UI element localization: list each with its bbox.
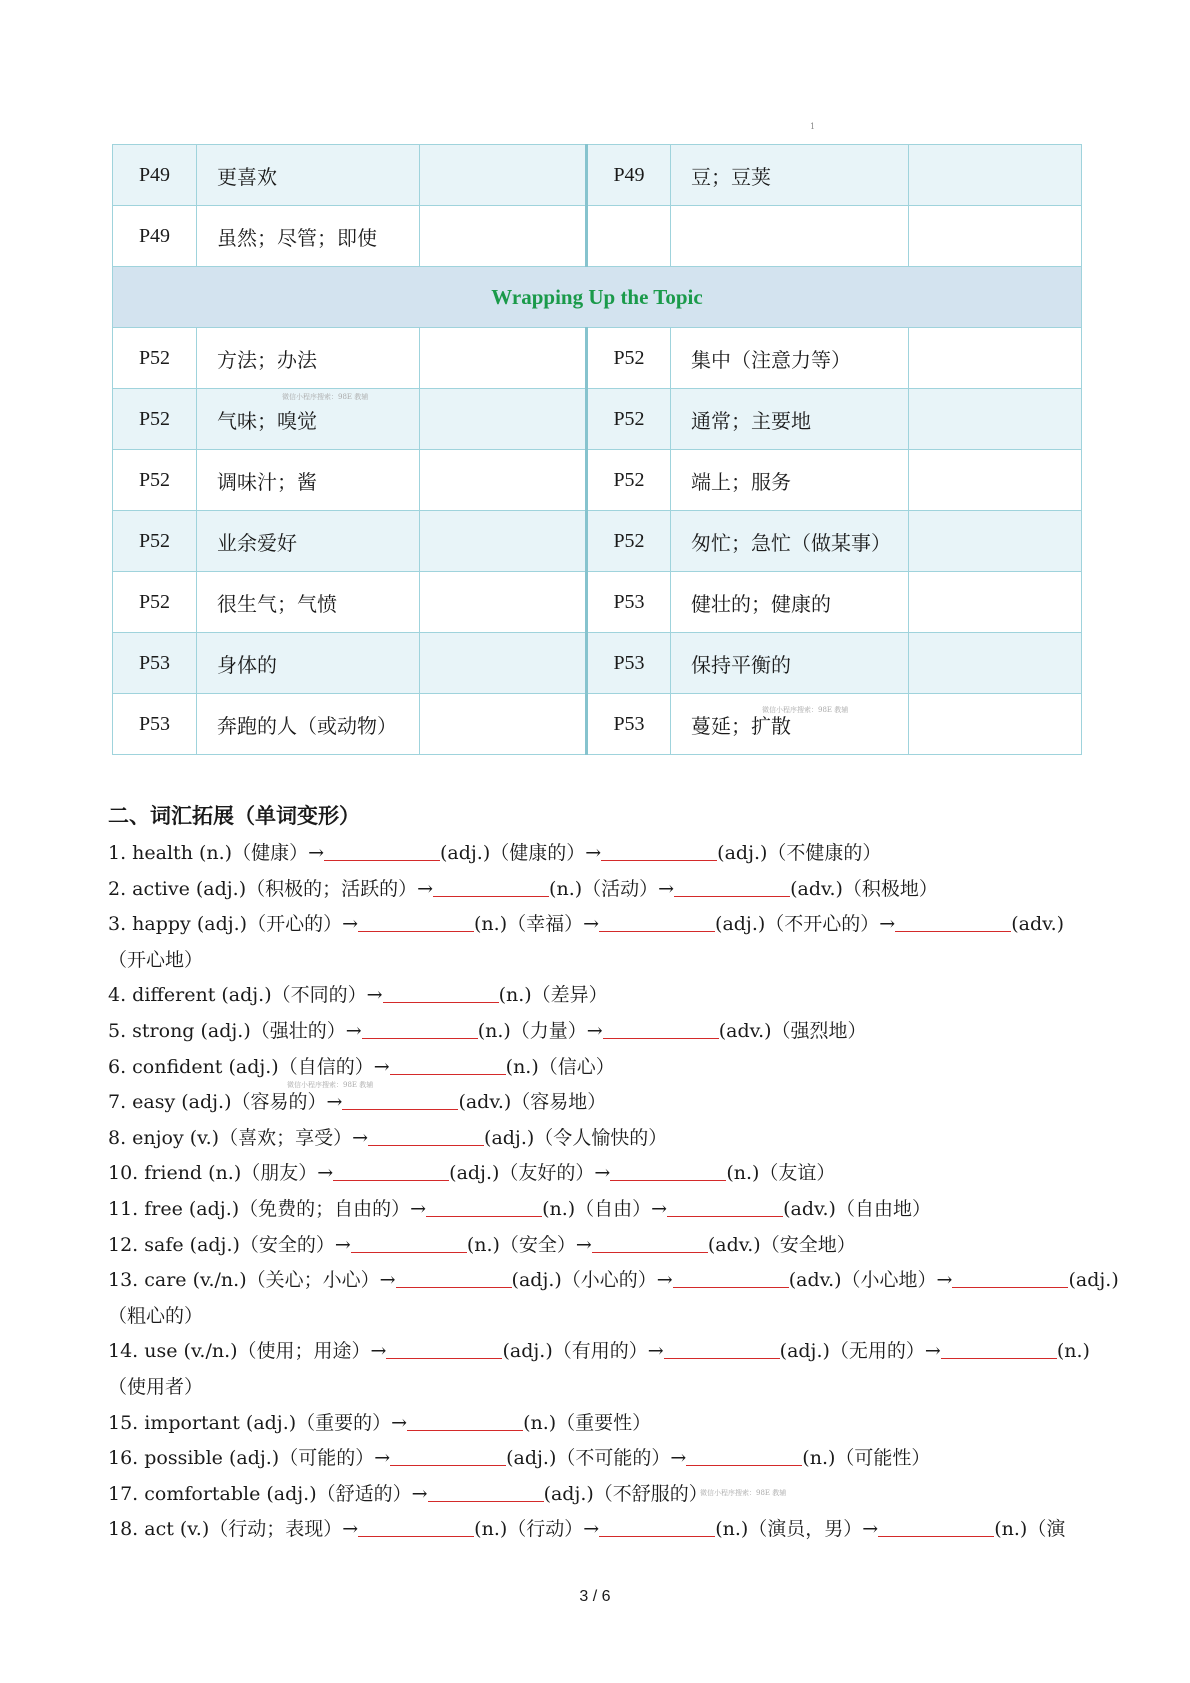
meaning-cell: 更喜欢 <box>197 145 420 206</box>
answer-cell <box>909 572 1082 633</box>
answer-cell <box>909 694 1082 755</box>
answer-cell <box>909 450 1082 511</box>
exercise-text: 15. important (adj.)（重要的）→ <box>108 1411 408 1434</box>
exercise-text: (n.)（差异） <box>498 984 608 1007</box>
page-ref-cell: P52 <box>113 389 197 450</box>
table-row <box>113 389 1082 450</box>
answer-blank[interactable] <box>426 1196 542 1217</box>
exercise-text: (adv.)（强烈地） <box>718 1019 867 1042</box>
exercise-text: (n.)（活动）→ <box>549 877 675 900</box>
table-row <box>113 145 1082 206</box>
exercise-item <box>108 872 1088 908</box>
answer-cell <box>420 145 587 206</box>
meaning-cell: 方法；办法 <box>197 328 420 389</box>
page-ref-cell: P52 <box>587 450 671 511</box>
page-ref-cell: P49 <box>113 145 197 206</box>
answer-cell <box>420 511 587 572</box>
answer-blank[interactable] <box>358 911 474 932</box>
exercise-text: 13. care (v./n.)（关心；小心）→ <box>108 1269 396 1292</box>
page-ref-cell: P53 <box>587 633 671 694</box>
page-ref-cell: P53 <box>587 694 671 755</box>
exercise-item <box>108 1334 1088 1370</box>
exercise-text: 17. comfortable (adj.)（舒适的）→ <box>108 1482 428 1505</box>
exercise-text: (n.)（自由）→ <box>542 1197 668 1220</box>
meaning-cell: 奔跑的人（或动物） <box>197 694 420 755</box>
exercise-text: (n.)（演员，男）→ <box>715 1518 879 1541</box>
answer-blank[interactable] <box>358 1516 474 1537</box>
answer-cell <box>420 389 587 450</box>
exercise-item <box>108 1477 1088 1513</box>
watermark: 微信小程序搜索：98E 教辅 <box>762 706 849 714</box>
table-row <box>113 633 1082 694</box>
section-title: 二、词汇拓展（单词变形） <box>108 804 360 828</box>
exercise-text: (n.)（演 <box>994 1518 1066 1541</box>
exercise-text: (adj.) <box>1068 1269 1119 1292</box>
meaning-cell: 气味；嗅觉 <box>197 389 420 450</box>
exercise-text: 11. free (adj.)（免费的；自由的）→ <box>108 1197 427 1220</box>
exercise-text: (adv.)（容易地） <box>458 1091 607 1114</box>
watermark: 微信小程序搜索：98E 教辅 <box>282 393 369 401</box>
meaning-cell: 通常；主要地 <box>671 389 909 450</box>
watermark: 微信小程序搜索：98E 教辅 <box>287 1081 374 1089</box>
exercise-text: 4. different (adj.)（不同的）→ <box>108 984 383 1007</box>
watermark: 微信小程序搜索：98E 教辅 <box>700 1489 787 1497</box>
meaning-cell: 健壮的；健康的 <box>671 572 909 633</box>
answer-blank[interactable] <box>333 1160 449 1181</box>
exercise-text: 14. use (v./n.)（使用；用途）→ <box>108 1340 387 1363</box>
answer-blank[interactable] <box>390 1054 506 1075</box>
answer-cell <box>909 145 1082 206</box>
table-row <box>113 450 1082 511</box>
exercise-item <box>108 1228 1088 1264</box>
exercise-text: (adj.)（小心的）→ <box>511 1269 673 1292</box>
exercise-text: (adj.)（不可能的）→ <box>506 1447 687 1470</box>
exercise-text: (adj.)（有用的）→ <box>502 1340 664 1363</box>
exercise-text: (adj.)（无用的）→ <box>779 1340 941 1363</box>
answer-blank[interactable] <box>428 1481 544 1502</box>
exercise-text: 12. safe (adj.)（安全的）→ <box>108 1233 351 1256</box>
page-ref-cell: P53 <box>587 572 671 633</box>
table-row <box>113 206 1082 267</box>
answer-blank[interactable] <box>941 1338 1057 1359</box>
page-ref-cell: P52 <box>113 328 197 389</box>
exercise-text: 6. confident (adj.)（自信的）→ <box>108 1055 390 1078</box>
answer-blank[interactable] <box>599 1516 715 1537</box>
exercise-item <box>108 1263 1119 1299</box>
exercise-text: (n.)（可能性） <box>802 1447 931 1470</box>
exercise-item <box>108 978 1088 1014</box>
meaning-cell: 调味汁；酱 <box>197 450 420 511</box>
exercise-item <box>108 1441 1088 1477</box>
answer-blank[interactable] <box>601 840 717 861</box>
exercise-text: (n.)（重要性） <box>523 1411 652 1434</box>
answer-blank[interactable] <box>368 1125 484 1146</box>
meaning-cell: 端上；服务 <box>671 450 909 511</box>
page-ref-cell: P53 <box>113 633 197 694</box>
exercise-text: (adj.)（不舒服的） <box>543 1482 708 1505</box>
meaning-cell: 业余爱好 <box>197 511 420 572</box>
exercise-text: 2. active (adj.)（积极的；活跃的）→ <box>108 877 434 900</box>
answer-blank[interactable] <box>407 1410 523 1431</box>
answer-cell <box>909 511 1082 572</box>
exercise-list <box>108 836 1119 1548</box>
page-mark: 1 <box>810 122 816 131</box>
answer-blank[interactable] <box>667 1196 783 1217</box>
exercise-continuation: （使用者） <box>108 1375 204 1398</box>
exercise-text: (adj.)（友好的）→ <box>449 1162 611 1185</box>
exercise-text: 10. friend (n.)（朋友）→ <box>108 1162 334 1185</box>
meaning-cell: 很生气；气愤 <box>197 572 420 633</box>
exercise-item <box>108 1192 1088 1228</box>
answer-cell <box>420 450 587 511</box>
answer-cell <box>909 633 1082 694</box>
answer-blank[interactable] <box>878 1516 994 1537</box>
page-ref-cell: P49 <box>587 145 671 206</box>
page-ref-cell: P52 <box>113 572 197 633</box>
table-row <box>113 511 1082 572</box>
answer-blank[interactable] <box>390 1445 506 1466</box>
answer-blank[interactable] <box>324 840 440 861</box>
answer-blank[interactable] <box>664 1338 780 1359</box>
exercise-continuation: （开心地） <box>108 948 204 971</box>
exercise-text: (adv.)（小心地）→ <box>788 1269 953 1292</box>
answer-cell <box>909 206 1082 267</box>
page-ref-cell: P52 <box>113 511 197 572</box>
exercise-text: 7. easy (adj.)（容易的）→ <box>108 1091 343 1114</box>
answer-cell <box>420 694 587 755</box>
meaning-cell <box>671 206 909 267</box>
exercise-text: 16. possible (adj.)（可能的）→ <box>108 1447 391 1470</box>
page-ref-cell: P52 <box>587 511 671 572</box>
exercise-text: 1. health (n.)（健康）→ <box>108 842 324 864</box>
exercise-item <box>108 1085 1088 1121</box>
answer-blank[interactable] <box>342 1089 458 1110</box>
exercise-text: 3. happy (adj.)（开心的）→ <box>108 913 358 936</box>
meaning-cell: 保持平衡的 <box>671 633 909 694</box>
answer-blank[interactable] <box>674 876 790 897</box>
page-ref-cell: P53 <box>113 694 197 755</box>
answer-cell <box>909 389 1082 450</box>
answer-blank[interactable] <box>592 1232 708 1253</box>
exercise-text: 8. enjoy (v.)（喜欢；享受）→ <box>108 1126 369 1149</box>
exercise-text: (n.)（友谊） <box>726 1162 836 1185</box>
exercise-text: (adv.)（安全地） <box>707 1233 856 1256</box>
answer-cell <box>420 633 587 694</box>
meaning-cell: 身体的 <box>197 633 420 694</box>
answer-blank[interactable] <box>603 1018 719 1039</box>
answer-blank[interactable] <box>383 982 499 1003</box>
meaning-cell: 匆忙；急忙（做某事） <box>671 511 909 572</box>
exercise-item <box>108 1156 1088 1192</box>
exercise-text: (n.)（安全）→ <box>466 1233 592 1256</box>
meaning-cell: 豆；豆荚 <box>671 145 909 206</box>
page-ref-cell: P52 <box>587 389 671 450</box>
page-number: 3 / 6 <box>579 1588 611 1605</box>
exercise-continuation: （粗心的） <box>108 1304 204 1327</box>
answer-blank[interactable] <box>433 876 549 897</box>
exercise-item <box>108 1512 1088 1548</box>
exercise-item <box>108 1406 1088 1442</box>
section-heading: Wrapping Up the Topic <box>113 267 1082 328</box>
meaning-cell: 虽然；尽管；即使 <box>197 206 420 267</box>
exercise-text: (n.) <box>1056 1340 1090 1363</box>
table-row <box>113 572 1082 633</box>
page-ref-cell <box>587 206 671 267</box>
table-row <box>113 694 1082 755</box>
answer-cell <box>909 328 1082 389</box>
answer-blank[interactable] <box>673 1267 789 1288</box>
exercise-text: (n.)（幸福）→ <box>474 913 600 936</box>
exercise-item <box>108 1050 1088 1086</box>
answer-blank[interactable] <box>351 1232 467 1253</box>
exercise-text: (adv.)（自由地） <box>783 1197 931 1220</box>
answer-blank[interactable] <box>610 1160 726 1181</box>
exercise-item <box>108 1014 1088 1050</box>
answer-blank[interactable] <box>386 1338 502 1359</box>
exercise-text: (adj.)（令人愉快的） <box>484 1126 668 1149</box>
vocabulary-table <box>112 144 1082 755</box>
exercise-text: (adv.)（积极地） <box>790 877 938 900</box>
exercise-item <box>108 836 1088 872</box>
meaning-cell: 蔓延；扩散 <box>671 694 909 755</box>
exercise-text: 18. act (v.)（行动；表现）→ <box>108 1518 359 1541</box>
exercise-text: (n.)（行动）→ <box>474 1518 600 1541</box>
exercise-text: 5. strong (adj.)（强壮的）→ <box>108 1019 362 1042</box>
answer-blank[interactable] <box>952 1267 1068 1288</box>
page-ref-cell: P52 <box>113 450 197 511</box>
exercise-item <box>108 1121 1088 1157</box>
meaning-cell: 集中（注意力等） <box>671 328 909 389</box>
exercise-text: (adj.)（不健康的） <box>717 842 882 864</box>
exercise-text: (n.)（信心） <box>505 1055 615 1078</box>
page-ref-cell: P52 <box>587 328 671 389</box>
answer-cell <box>420 572 587 633</box>
table-row <box>113 328 1082 389</box>
exercise-text: (adv.) <box>1011 913 1065 936</box>
page-ref-cell: P49 <box>113 206 197 267</box>
answer-blank[interactable] <box>895 911 1011 932</box>
answer-blank[interactable] <box>396 1267 512 1288</box>
answer-blank[interactable] <box>686 1445 802 1466</box>
answer-cell <box>420 206 587 267</box>
exercise-item <box>108 907 1088 943</box>
exercise-text: (n.)（力量）→ <box>477 1019 603 1042</box>
exercise-text: (adj.)（健康的）→ <box>440 842 602 864</box>
answer-cell <box>420 328 587 389</box>
answer-blank[interactable] <box>599 911 715 932</box>
answer-blank[interactable] <box>362 1018 478 1039</box>
exercise-text: (adj.)（不开心的）→ <box>715 913 896 936</box>
